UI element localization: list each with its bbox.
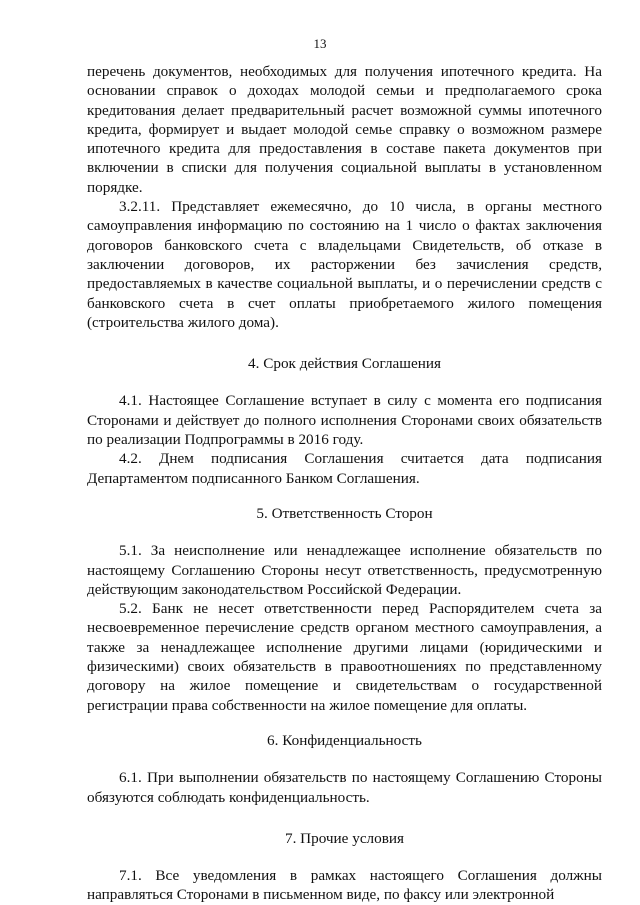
paragraph-5-2: 5.2. Банк не несет ответственности перед Распорядителем счета за несвоевременное перечисление средств органом местного самоуправления, а также за ненадлежащее исполнение другими лицами (юридическими и физическими) своих обязательств в правоотношениях по представленному договору на жилое помещение и свидетельствам о государственной регистрации права собственности на жилое помещение для оплаты. xyxy=(87,600,602,714)
paragraph-6-1: 6.1. При выполнении обязательств по настоящему Соглашению Стороны обязуются соблюдать конфиденциальность. xyxy=(87,769,602,806)
paragraph-7-1: 7.1. Все уведомления в рамках настоящего Соглашения должны направляться Сторонами в письменном виде, по факсу или электронной xyxy=(87,867,602,904)
section-heading-4: 4. Срок действия Соглашения xyxy=(248,355,441,373)
section-heading-7: 7. Прочие условия xyxy=(284,829,405,847)
page-number: 13 xyxy=(313,36,327,51)
section-heading-6: 6. Конфиденциальность xyxy=(267,731,422,749)
document-body xyxy=(87,62,602,905)
paragraph-5-1: 5.1. За неисполнение или ненадлежащее исполнение обязательств по настоящему Соглашению Стороны несут ответственность, предусмотренную действующим законодательством Российской Федерации. xyxy=(87,542,602,598)
paragraph-4-1: 4.1. Настоящее Соглашение вступает в силу с момента его подписания Сторонами и действует до полного исполнения Сторонами своих обязательств по реализации Подпрограммы в 2016 году. xyxy=(87,392,602,449)
section-heading-5: 5. Ответственность Сторон xyxy=(256,504,433,522)
paragraph-intro-continuation: перечень документов, необходимых для получения ипотечного кредита. На основании справок о доходах молодой семьи и предполагаемого срока кредитования делает предварительный расчет возможной суммы ипотечного кредита, формирует и выдает молодой семье справку о возможном размере ипотечного кредита для предоставления в составе пакета документов при включении в списки для получения социальной выплаты в установленном порядке. xyxy=(87,63,602,196)
paragraph-4-2: 4.2. Днем подписания Соглашения считается дата подписания Департаментом подписанного Банком Соглашения. xyxy=(87,450,602,487)
paragraph-3-2-11: 3.2.11. Представляет ежемесячно, до 10 числа, в органы местного самоуправления информацию по состоянию на 1 число о фактах заключения договоров банковского счета с владельцами Свидетельств, об отказе в заключении договоров, их расторжении без зачисления средств, предоставляемых в качестве социальной выплаты, и о перечислении средств с банковского счета в счет оплаты приобретаемого жилого помещения (строительства жилого дома). xyxy=(87,198,602,331)
